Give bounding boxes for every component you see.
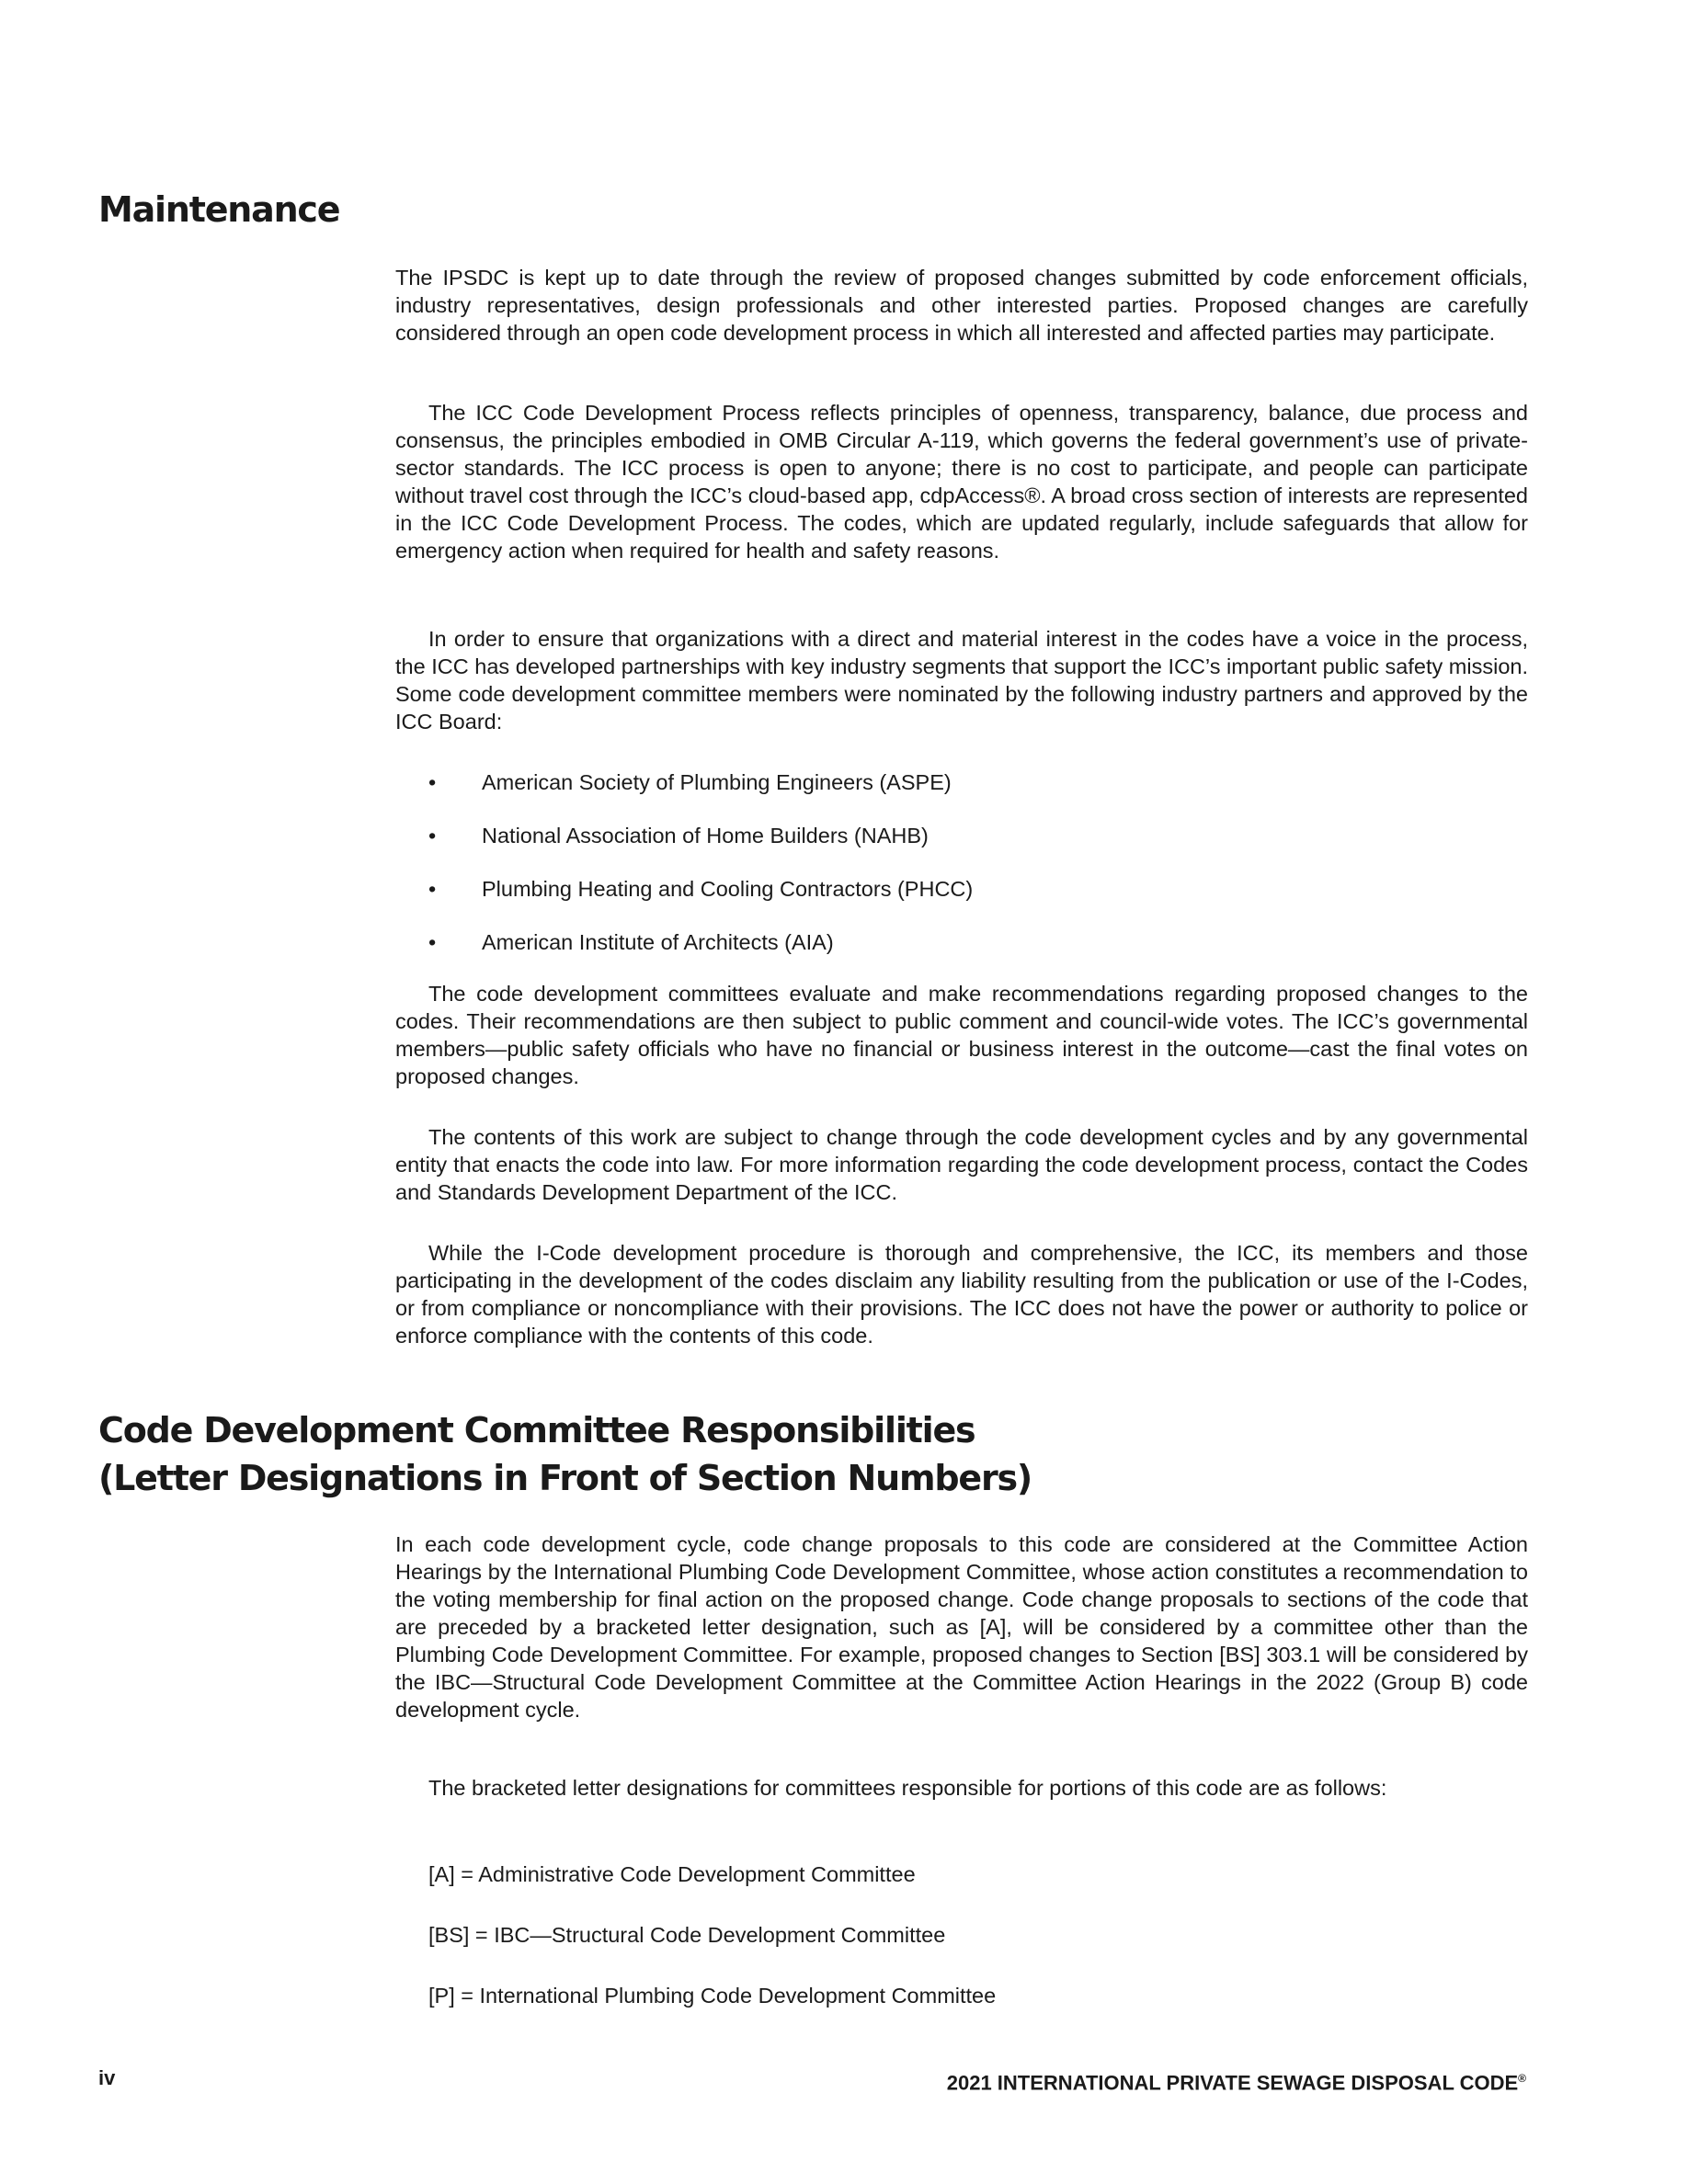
list-item-text: Plumbing Heating and Cooling Contractors (PHCC) (482, 877, 974, 901)
bullet-icon: • (428, 824, 437, 847)
paragraph: The bracketed letter designations for committees responsible for portions of this code are as follows: (428, 1776, 1387, 1800)
bullet-icon: • (428, 877, 437, 901)
maintenance-body-3 (395, 625, 1528, 735)
designation-item: [A] = Administrative Code Development Committee (428, 1862, 916, 1886)
maintenance-body-4 (395, 980, 1528, 1090)
designation-item: [P] = International Plumbing Code Development Committee (428, 1984, 997, 2008)
footer-title-text: 2021 INTERNATIONAL PRIVATE SEWAGE DISPOSAL CODE (946, 2071, 1519, 2095)
paragraph: While the I-Code development procedure is thorough and comprehensive, the ICC, its members and those participating in the development of the codes disclaim any liability resulting from the publication or use of the I-Codes, or from compliance or noncompliance with their provisions. The ICC does not have the power or authority to police or enforce compliance with the contents of this code. (395, 1241, 1528, 1348)
registered-mark: ® (1518, 2072, 1526, 2085)
paragraph: The code development committees evaluate and make recommendations regarding proposed changes to the codes. Their recommendations are then subject to public comment and council-wide votes. The ICC’s governmental members—public safety officials who have no financial or business interest in the outcome—cast the final votes on proposed changes. (395, 982, 1528, 1088)
paragraph: The IPSDC is kept up to date through the review of proposed changes submitted by code enforcement officials, industry representatives, design professionals and other interested parties. Proposed changes are carefully considered through an open code development process in which all interested and affected parties may participate. (395, 266, 1528, 345)
paragraph: In order to ensure that organizations with a direct and material interest in the codes have a voice in the process, the ICC has developed partnerships with key industry segments that support the ICC’s important public safety mission. Some code development committee members were nominated by the following industry partners and approved by the ICC Board: (395, 627, 1528, 734)
list-item (395, 875, 1528, 903)
bullet-icon: • (428, 770, 437, 794)
section-heading-maintenance: Maintenance (98, 189, 340, 230)
page-number: iv (98, 2066, 116, 2089)
committee-body-1 (395, 1530, 1528, 1723)
designation-list (395, 1860, 1528, 2009)
maintenance-body-2 (395, 399, 1528, 564)
list-item (395, 768, 1528, 796)
list-item (395, 928, 1528, 956)
heading-line: (Letter Designations in Front of Section Numbers) (98, 1458, 1032, 1498)
paragraph: The contents of this work are subject to change through the code development cycles and by any governmental entity that enacts the code into law. For more information regarding the code development process, contact the Codes and Standards Development Department of the ICC. (395, 1125, 1528, 1204)
designation-item: [BS] = IBC—Structural Code Development Committee (428, 1923, 946, 1947)
section-heading-committee-responsibilities (98, 1406, 1032, 1502)
list-item-text: National Association of Home Builders (NAHB) (482, 824, 929, 847)
maintenance-body (395, 264, 1528, 347)
footer-title (947, 2066, 1526, 2095)
heading-line: Code Development Committee Responsibilities (98, 1410, 975, 1450)
list-item-text: American Society of Plumbing Engineers (ASPE) (482, 770, 952, 794)
paragraph: In each code development cycle, code change proposals to this code are considered at the Committee Action Hearings by the International Plumbing Code Development Committee, whose action constitutes a recommendation to the voting membership for final action on the proposed change. Code change proposals to sections of the code that are preceded by a bracketed letter designation, such as [A], will be considered by a committee other than the Plumbing Code Development Committee. For example, proposed changes to Section [BS] 303.1 will be considered by the IBC—Structural Code Development Committee at the Committee Action Hearings in the 2022 (Group B) code development cycle. (395, 1532, 1528, 1722)
maintenance-body-6 (395, 1239, 1528, 1349)
list-item-text: American Institute of Architects (AIA) (482, 930, 834, 954)
committee-body-2 (395, 1774, 1528, 1802)
partner-list (395, 768, 1528, 956)
maintenance-body-5 (395, 1123, 1528, 1206)
list-item (395, 822, 1528, 849)
paragraph: The ICC Code Development Process reflects principles of openness, transparency, balance, due process and consensus, the principles embodied in OMB Circular A-119, which governs the federal government’s use of private-sector standards. The ICC process is open to anyone; there is no cost to participate, and people can participate without travel cost through the ICC’s cloud-based app, cdpAccess®. A broad cross section of interests are represented in the ICC Code Development Process. The codes, which are updated regularly, include safeguards that allow for emergency action when required for health and safety reasons. (395, 401, 1528, 563)
bullet-icon: • (428, 930, 437, 954)
